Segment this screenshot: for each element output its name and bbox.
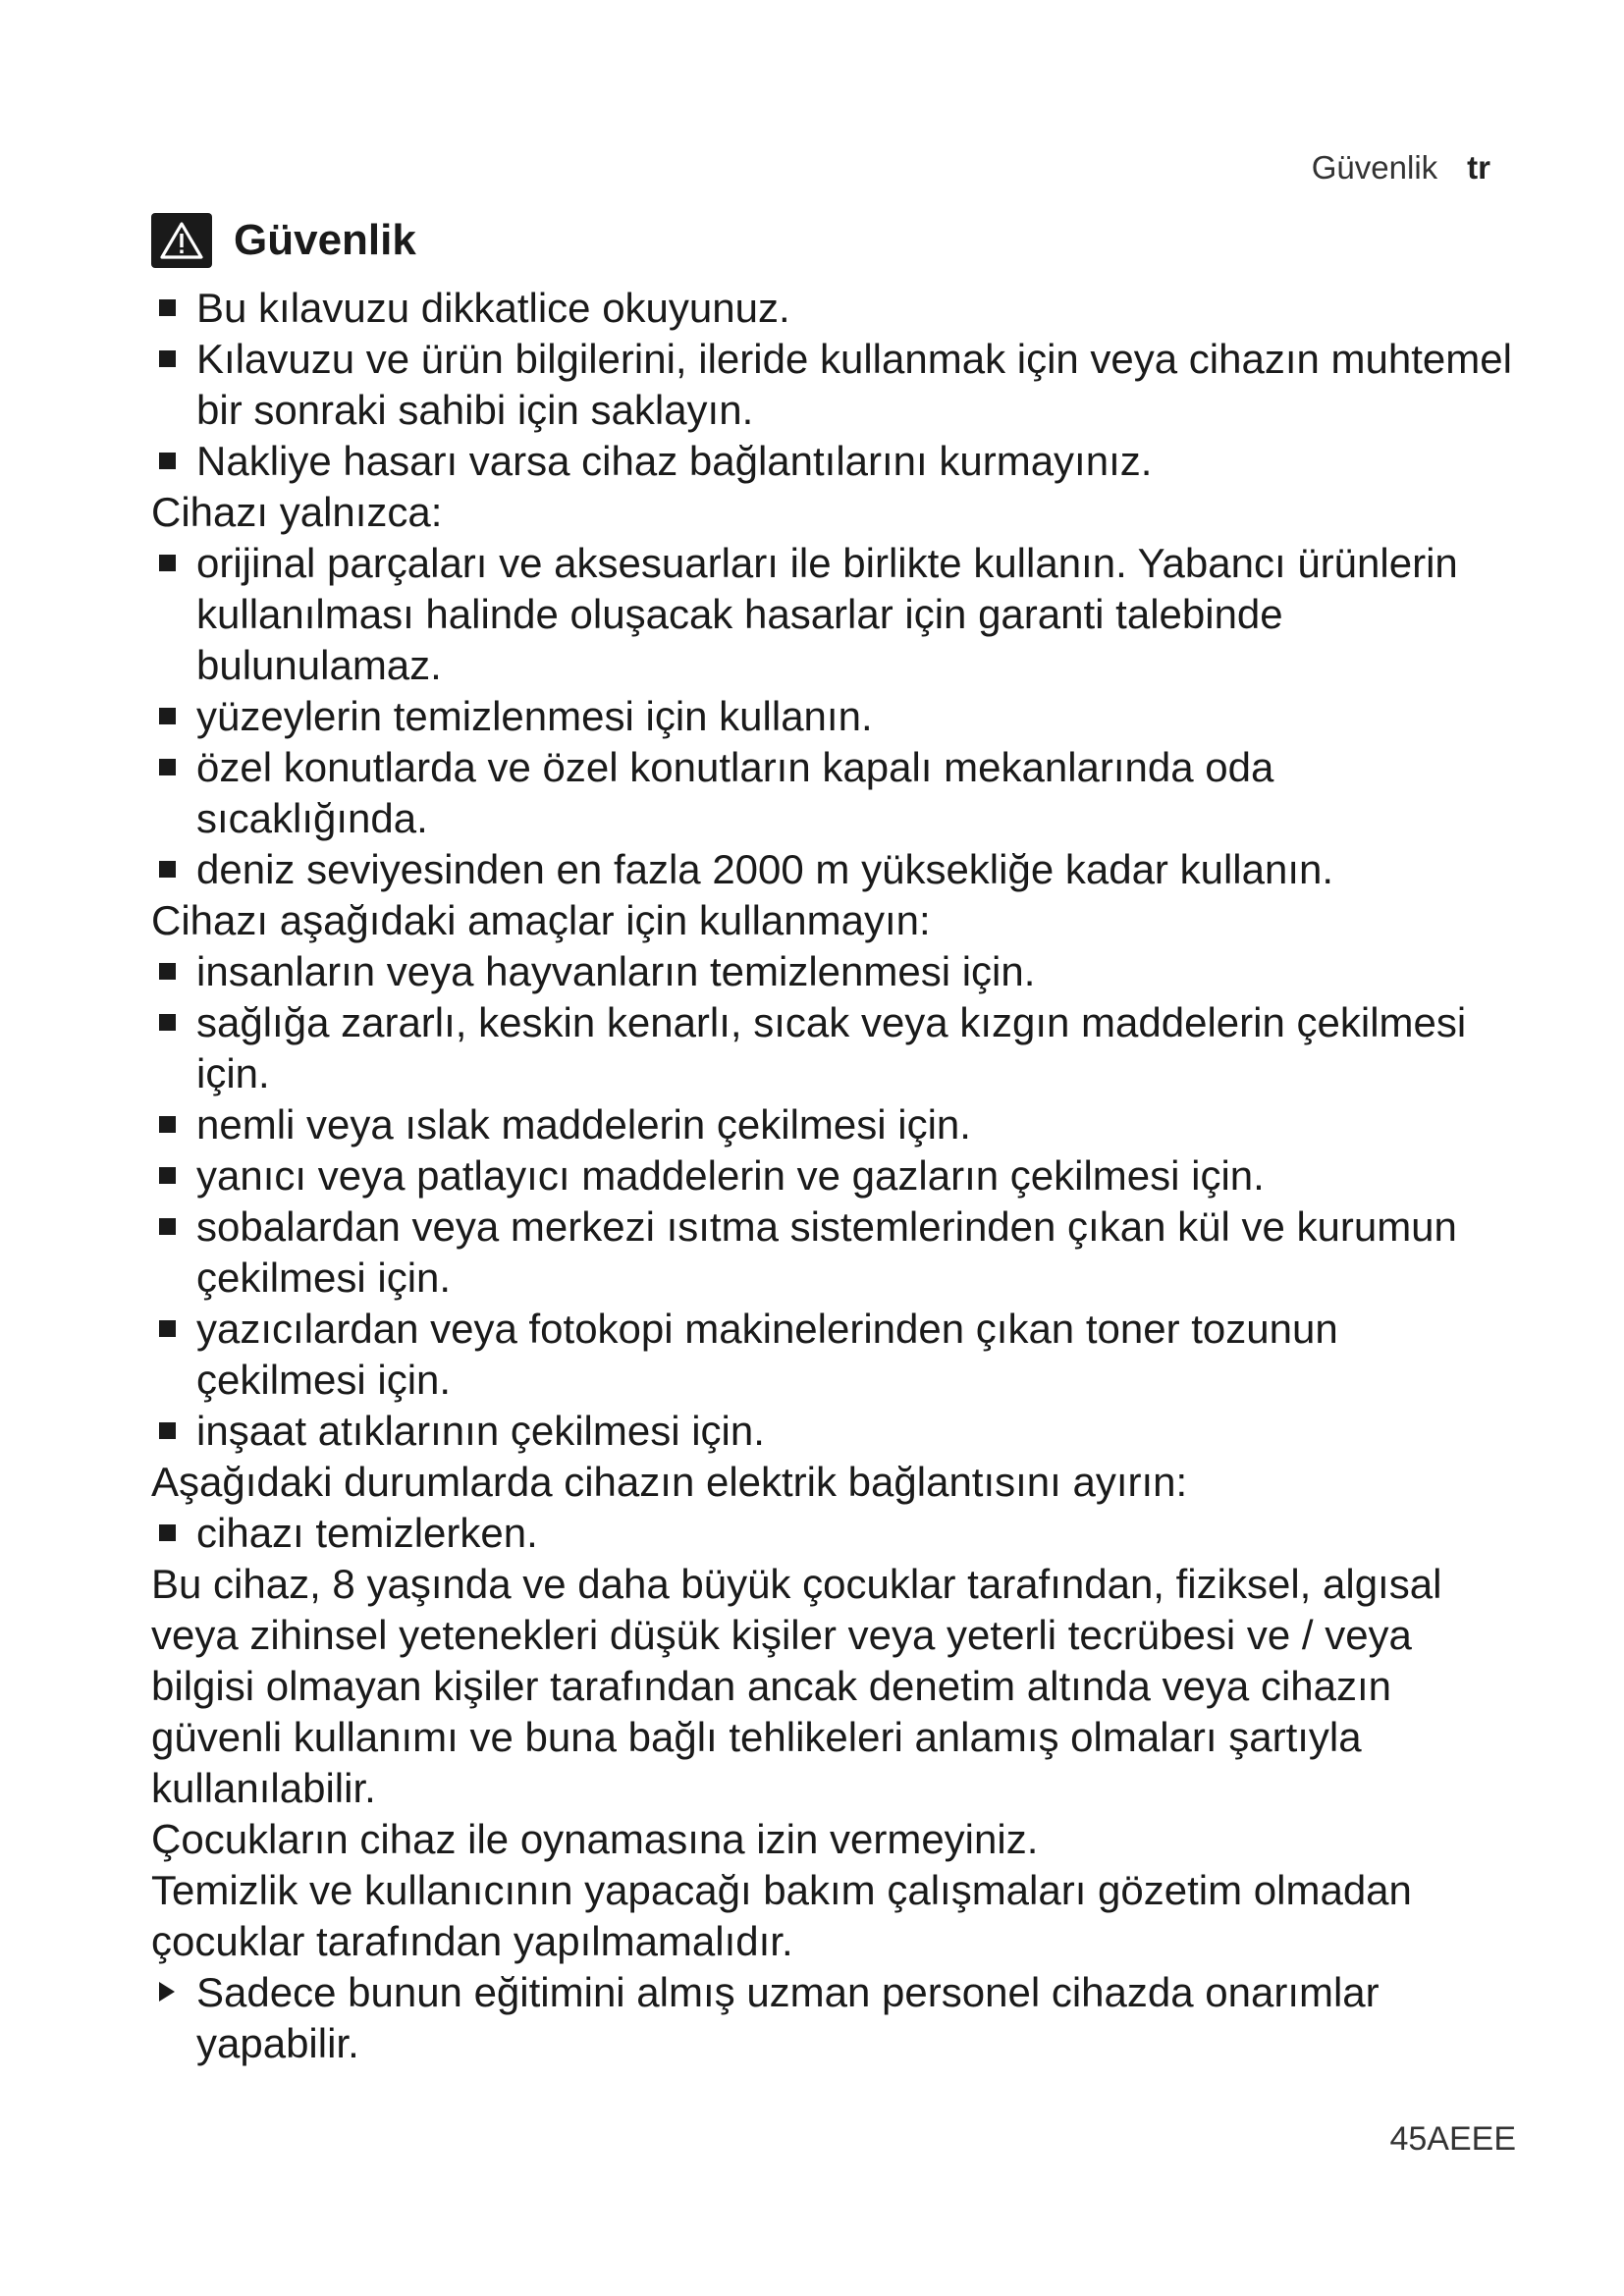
use-only-list bbox=[151, 538, 1516, 895]
list-item: sobalardan veya merkezi ısıtma sistemlerinden çıkan kül ve kurumun çekilmesi için. bbox=[151, 1201, 1516, 1304]
list-item: yazıcılardan veya fotokopi makinelerinden çıkan toner tozunun çekilmesi için. bbox=[151, 1304, 1516, 1406]
list-item: özel konutlarda ve özel konutların kapalı mekanlarında oda sıcaklığında. bbox=[151, 742, 1516, 844]
bullet-square-icon bbox=[159, 453, 176, 469]
bullet-square-icon bbox=[159, 759, 176, 775]
list-item: nemli veya ıslak maddelerin çekilmesi için. bbox=[151, 1099, 1516, 1150]
action-item bbox=[151, 1967, 1516, 2069]
children-supervision-paragraph: Bu cihaz, 8 yaşında ve daha büyük çocuklar tarafından, fiziksel, algısal veya zihinsel yetenekleri düşük kişiler veya yeterli tecrübesi ve / veya bilgisi olmayan kişiler tarafından ancak denetim altında veya cihazın güvenli kullanımı ve buna bağlı tehlikeleri anlamış olmaları şartıyla kullanılabilir. bbox=[151, 1561, 1442, 1811]
list-item: cihazı temizlerken. bbox=[151, 1508, 1516, 1559]
list-item: sağlığa zararlı, keskin kenarlı, sıcak veya kızgın maddelerin çekilmesi için. bbox=[151, 997, 1516, 1099]
bullet-square-icon bbox=[159, 1524, 176, 1541]
bullet-square-icon bbox=[159, 861, 176, 878]
bullet-square-icon bbox=[159, 350, 176, 367]
bullet-square-icon bbox=[159, 1422, 176, 1439]
running-header-section: Güvenlik bbox=[1311, 149, 1438, 186]
bullet-square-icon bbox=[159, 1320, 176, 1337]
use-only-heading: Cihazı yalnızca: bbox=[151, 489, 443, 535]
list-item: deniz seviyesinden en fazla 2000 m yüksekliğe kadar kullanın. bbox=[151, 844, 1516, 895]
warning-triangle-icon bbox=[151, 213, 212, 268]
bullet-square-icon bbox=[159, 555, 176, 571]
bullet-square-icon bbox=[159, 1014, 176, 1031]
list-item: inşaat atıklarının çekilmesi için. bbox=[151, 1406, 1516, 1457]
running-header bbox=[1312, 149, 1490, 187]
triangle-arrow-icon bbox=[159, 1982, 175, 2002]
do-not-use-heading: Cihazı aşağıdaki amaçlar için kullanmayın: bbox=[151, 897, 931, 943]
running-header-language: tr bbox=[1467, 149, 1490, 186]
section-title: Güvenlik bbox=[234, 216, 416, 264]
list-item: yüzeylerin temizlenmesi için kullanın. bbox=[151, 691, 1516, 742]
list-item: insanların veya hayvanların temizlenmesi için. bbox=[151, 946, 1516, 997]
safety-section bbox=[151, 208, 1516, 2069]
bullet-square-icon bbox=[159, 708, 176, 724]
children-play-paragraph: Çocukların cihaz ile oynamasına izin vermeyiniz. bbox=[151, 1816, 1039, 1862]
list-item: Kılavuzu ve ürün bilgilerini, ileride kullanmak için veya cihazın muhtemel bir sonraki sahibi için saklayın. bbox=[151, 334, 1516, 436]
list-item: Bu kılavuzu dikkatlice okuyunuz. bbox=[151, 283, 1516, 334]
cleaning-maintenance-paragraph: Temizlik ve kullanıcının yapacağı bakım çalışmaları gözetim olmadan çocuklar tarafından yapılmamalıdır. bbox=[151, 1867, 1412, 1964]
list-item: yanıcı veya patlayıcı maddelerin ve gazların çekilmesi için. bbox=[151, 1150, 1516, 1201]
bullet-square-icon bbox=[159, 1116, 176, 1133]
list-item: Nakliye hasarı varsa cihaz bağlantılarını kurmayınız. bbox=[151, 436, 1516, 487]
bullet-square-icon bbox=[159, 299, 176, 316]
bullet-square-icon bbox=[159, 1218, 176, 1235]
bullet-square-icon bbox=[159, 963, 176, 980]
list-item: orijinal parçaları ve aksesuarları ile birlikte kullanın. Yabancı ürünlerin kullanılması halinde oluşacak hasarlar için garanti talebinde bulunulamaz. bbox=[151, 538, 1516, 691]
intro-list bbox=[151, 283, 1516, 487]
disconnect-heading: Aşağıdaki durumlarda cihazın elektrik bağlantısını ayırın: bbox=[151, 1459, 1188, 1505]
action-item-text: Sadece bunun eğitimini almış uzman personel cihazda onarımlar yapabilir. bbox=[196, 1969, 1380, 2066]
disconnect-list bbox=[151, 1508, 1516, 1559]
bullet-square-icon bbox=[159, 1167, 176, 1184]
footer-code: 45AEEE bbox=[1389, 2120, 1516, 2158]
section-title-row bbox=[151, 208, 1516, 273]
do-not-use-list bbox=[151, 946, 1516, 1457]
